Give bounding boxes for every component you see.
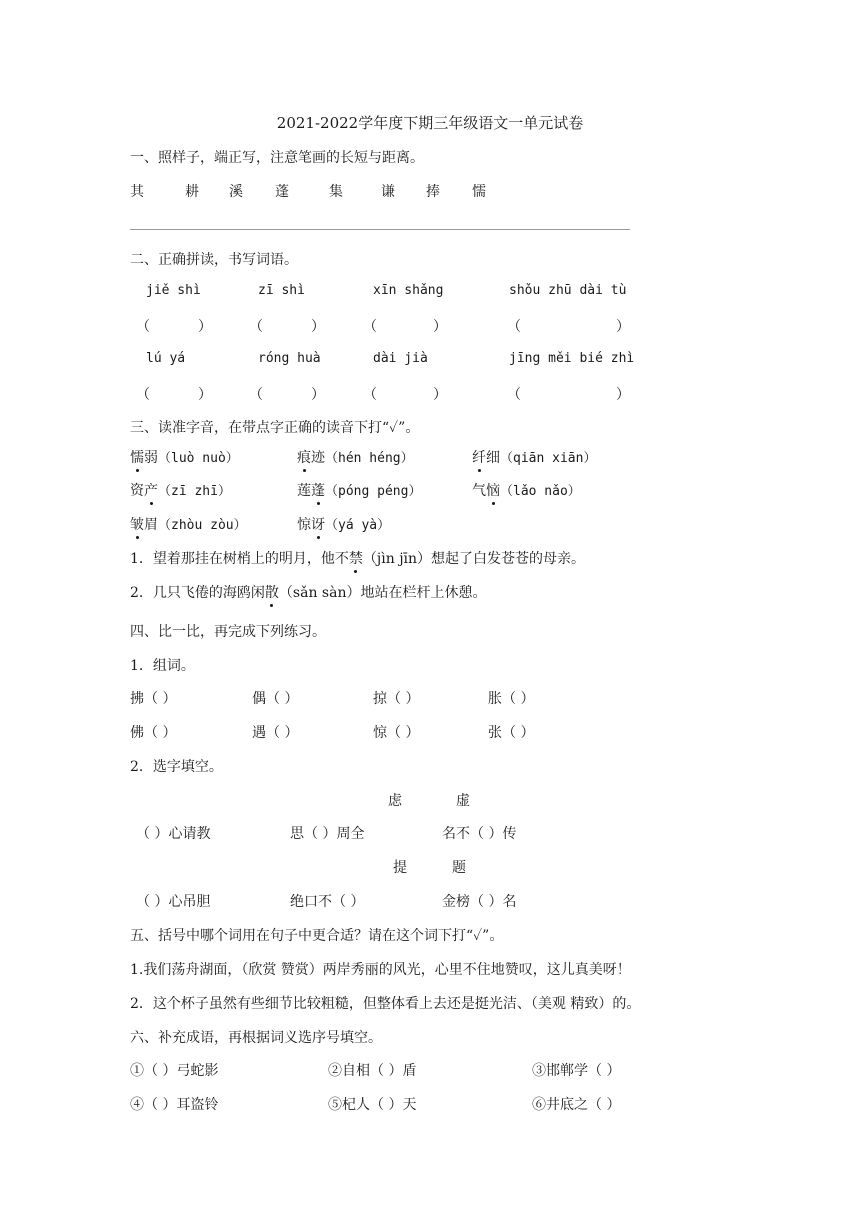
- idiom-item: ④（ ）耳盗铃: [130, 1097, 219, 1113]
- pinyin-options: （lǎo nǎo）: [500, 484, 581, 499]
- pronunciation-item: [297, 447, 414, 467]
- section-2-heading: 二、正确拼读，书写词语。: [130, 252, 298, 268]
- word-group-item: 拂（ ）: [130, 691, 177, 707]
- pinyin-prompt: lú yá: [146, 351, 186, 366]
- fill-blank-item: 思（ ）周全: [290, 826, 365, 842]
- word-char: 细: [486, 450, 500, 466]
- pinyin-prompt: zī shì: [258, 283, 305, 298]
- pinyin-prompt: xīn shǎng: [373, 283, 444, 298]
- choice-char: 虚: [456, 793, 470, 809]
- fill-blank-item: 绝口不（ ）: [290, 894, 365, 910]
- choice-char: 题: [452, 860, 466, 876]
- answer-close-paren: ）: [311, 387, 325, 403]
- idiom-item: ①（ ）弓蛇影: [130, 1063, 219, 1079]
- answer-close-paren: ）: [198, 387, 212, 403]
- practice-char: 蓬: [275, 184, 289, 200]
- writing-line[interactable]: [130, 229, 630, 230]
- pronunciation-item: [130, 447, 239, 467]
- dotted-char: 蓬: [311, 480, 325, 500]
- page-title: 2021-2022学年度下期三年级语文一单元试卷: [276, 114, 584, 132]
- pronunciation-item: [297, 480, 421, 500]
- practice-char: 谦: [381, 184, 395, 200]
- pinyin-prompt: jiě shì: [146, 283, 201, 298]
- word-group-item: 张（ ）: [488, 725, 535, 741]
- word-char: 莲: [297, 483, 311, 499]
- answer-close-paren: ）: [198, 319, 212, 335]
- word-group-item: 佛（ ）: [130, 725, 177, 741]
- word-choice-sentence-1: 1.我们荡舟湖面，（欣赏 赞赏）两岸秀丽的风光，心里不住地赞叹，这儿真美呀！: [130, 962, 631, 978]
- practice-char: 集: [329, 184, 343, 200]
- pinyin-options: （zī zhī）: [158, 484, 231, 499]
- idiom-item: ⑤杞人（ ）天: [328, 1097, 417, 1113]
- section-5-heading: 五、括号中哪个词用在句子中更合适？请在这个词下打“✓”。: [130, 928, 504, 944]
- dotted-char: 产: [144, 480, 158, 500]
- pinyin-prompt: dài jià: [373, 351, 428, 366]
- pinyin-prompt: róng huà: [258, 351, 321, 366]
- pinyin-options: （hén héng）: [325, 451, 414, 466]
- answer-close-paren: ）: [311, 319, 325, 335]
- word-choice-sentence-2: 2．这个杯子虽然有些细节比较粗糙，但整体看上去还是挺光洁、（美观 精致）的。: [130, 996, 641, 1012]
- section-4-heading: 四、比一比，再完成下列练习。: [130, 624, 326, 640]
- answer-open-paren: （: [249, 319, 263, 335]
- idiom-item: ②自相（ ）盾: [328, 1063, 417, 1079]
- pronunciation-item: [297, 514, 390, 534]
- pronunciation-item: [130, 514, 247, 534]
- pinyin-options: （luò nuò）: [158, 451, 239, 466]
- word-char: 惊: [297, 517, 311, 533]
- word-char: 弱: [144, 450, 158, 466]
- subsection-2-label: 2．选字填空。: [130, 759, 223, 775]
- word-group-item: 遇（ ）: [252, 725, 299, 741]
- pinyin-options: （póng péng）: [325, 484, 422, 499]
- pinyin-options: （qiān xiān）: [500, 451, 597, 466]
- pronunciation-sentence-1: [130, 548, 585, 568]
- fill-blank-item: 金榜（ ）名: [442, 894, 517, 910]
- section-6-heading: 六、补充成语，再根据词义选序号填空。: [130, 1030, 382, 1046]
- answer-open-paren: （: [363, 319, 377, 335]
- idiom-item: ⑥井底之（ ）: [532, 1097, 621, 1113]
- sentence-text: （sǎn sàn）地站在栏杆上休憩。: [278, 585, 487, 601]
- choice-char: 提: [393, 860, 407, 876]
- practice-char: 溪: [229, 184, 243, 200]
- answer-close-paren: ）: [616, 319, 630, 335]
- fill-blank-item: 名不（ ）传: [442, 826, 517, 842]
- pronunciation-item: [472, 480, 581, 500]
- answer-close-paren: ）: [616, 387, 630, 403]
- answer-close-paren: ）: [433, 319, 447, 335]
- answer-open-paren: （: [249, 387, 263, 403]
- pinyin-options: （yá yà）: [325, 518, 391, 533]
- pronunciation-item: [130, 480, 231, 500]
- practice-char: 其: [130, 184, 144, 200]
- dotted-char: 禁: [349, 548, 363, 568]
- practice-char: 耕: [185, 184, 199, 200]
- subsection-1-label: 1．组词。: [130, 658, 195, 674]
- dotted-char: 恼: [486, 480, 500, 500]
- pronunciation-item: [472, 447, 596, 467]
- pinyin-prompt: jīng měi bié zhì: [509, 351, 635, 366]
- choice-char: 虑: [388, 793, 402, 809]
- word-char: 迹: [311, 450, 325, 466]
- word-char: 资: [130, 483, 144, 499]
- idiom-item: ③邯郸学（ ）: [532, 1063, 621, 1079]
- answer-open-paren: （: [363, 387, 377, 403]
- pinyin-options: （zhòu zòu）: [158, 518, 247, 533]
- fill-blank-item: （ ）心吊胆: [136, 894, 211, 910]
- sentence-text: 2．几只飞倦的海鸥闲: [130, 585, 265, 601]
- answer-open-paren: （: [136, 387, 150, 403]
- sentence-text: 1．望着那挂在树梢上的明月，他不: [130, 551, 349, 567]
- answer-open-paren: （: [136, 319, 150, 335]
- word-group-item: 惊（ ）: [373, 725, 420, 741]
- word-char: 眉: [144, 517, 158, 533]
- answer-open-paren: （: [507, 319, 521, 335]
- word-char: 气: [472, 483, 486, 499]
- word-group-item: 掠（ ）: [373, 691, 420, 707]
- word-group-item: 偶（ ）: [252, 691, 299, 707]
- dotted-char: 纤: [472, 447, 486, 467]
- dotted-char: 痕: [297, 447, 311, 467]
- dotted-char: 皱: [130, 514, 144, 534]
- practice-char: 懦: [472, 184, 486, 200]
- section-1-heading: 一、照样子，端正写，注意笔画的长短与距离。: [130, 150, 424, 166]
- dotted-char: 懦: [130, 447, 144, 467]
- practice-char: 捧: [426, 184, 440, 200]
- dotted-char: 散: [265, 582, 279, 602]
- section-3-heading: 三、读准字音，在带点字正确的读音下打“✓”。: [130, 420, 420, 436]
- fill-blank-item: （ ）心请教: [136, 826, 211, 842]
- sentence-text: （jìn jīn）想起了白发苍苍的母亲。: [362, 551, 586, 567]
- dotted-char: 讶: [311, 514, 325, 534]
- answer-close-paren: ）: [433, 387, 447, 403]
- answer-open-paren: （: [507, 387, 521, 403]
- pinyin-prompt: shǒu zhū dài tù: [509, 283, 627, 298]
- word-group-item: 胀（ ）: [488, 691, 535, 707]
- pronunciation-sentence-2: [130, 582, 486, 602]
